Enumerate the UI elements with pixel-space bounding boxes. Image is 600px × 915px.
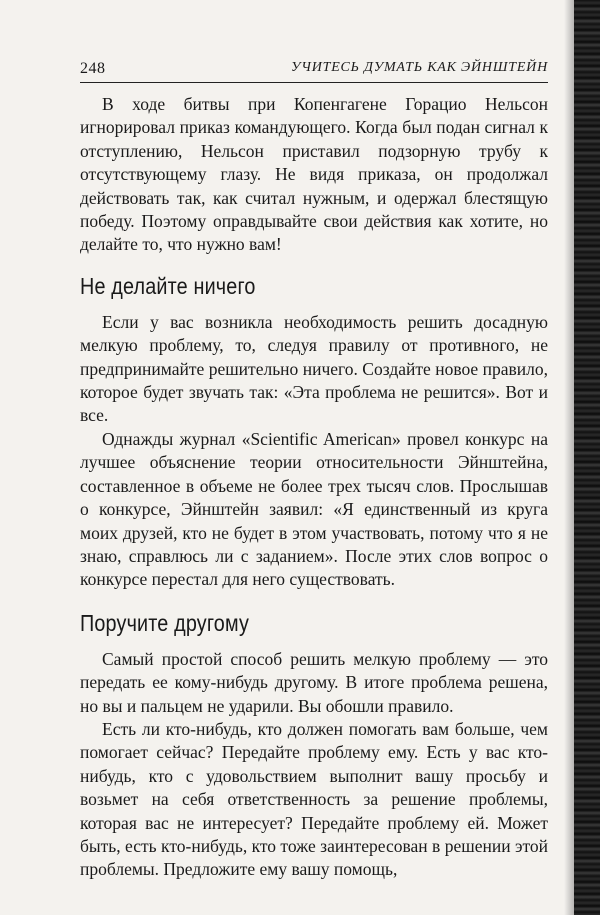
section1-paragraph-1: Если у вас возникла необходимость решить досадную мелкую проблему, то, следуя правилу от противного, не предпринимайте решительно ничего. Создайте новое правило, которое будет звучать так: «Эта проблема не решится». Вот и все. (80, 311, 548, 426)
page-number: 248 (80, 60, 106, 77)
running-head (80, 58, 548, 83)
intro-paragraph: В ходе битвы при Копенгагене Горацио Нельсон игнорировал приказ командующего. Когда был подан сигнал к отступлению, Нельсон приставил подзорную трубу к отсутствующему глазу. Не видя приказа, он продолжал действовать так, как считал нужным, и одержал блестящую победу. Поэтому оправдывайте свои действия как хотите, но делайте то, что нужно вам! (80, 94, 548, 255)
section2-paragraph-1: Самый простой способ решить мелкую проблему — это передать ее кому-нибудь другому. В итоге проблема решена, но вы и пальцем не ударили. Вы обошли правило. (80, 648, 548, 716)
section-heading-do-nothing: Не делайте ничего (80, 272, 256, 299)
section-heading-delegate: Поручите другому (80, 609, 250, 636)
scan-edge-shadow (564, 0, 574, 915)
section1-paragraph-2: Однажды журнал «Scientific American» провел конкурс на лучшее объяснение теории относительности Эйнштейна, составленное в объеме не более трех тысяч слов. Прослышав о конкурсе, Эйнштейн заявил: «Я единственный из круга моих друзей, кто не будет в этом участвовать, потому что я не знаю, справлюсь ли с заданием». После этих слов вопрос о конкурсе перестал для него существовать. (80, 428, 548, 590)
scan-edge-binding (574, 0, 600, 915)
page-body (80, 93, 548, 882)
running-head-title: УЧИТЕСЬ ДУМАТЬ КАК ЭЙНШТЕЙН (291, 60, 548, 75)
section2-paragraph-2: Есть ли кто-нибудь, кто должен помогать вам больше, чем помогает сейчас? Передайте проблему ему. Есть у вас кто-нибудь, кто с удовольствием выполнит вашу просьбу и возьмет на себя ответственность за решение проблемы, которая вас не интересует? Передайте проблему ей. Может быть, есть кто-нибудь, кто тоже заинтересован в решении этой проблемы. Предложите ему вашу помощь, (80, 718, 548, 880)
